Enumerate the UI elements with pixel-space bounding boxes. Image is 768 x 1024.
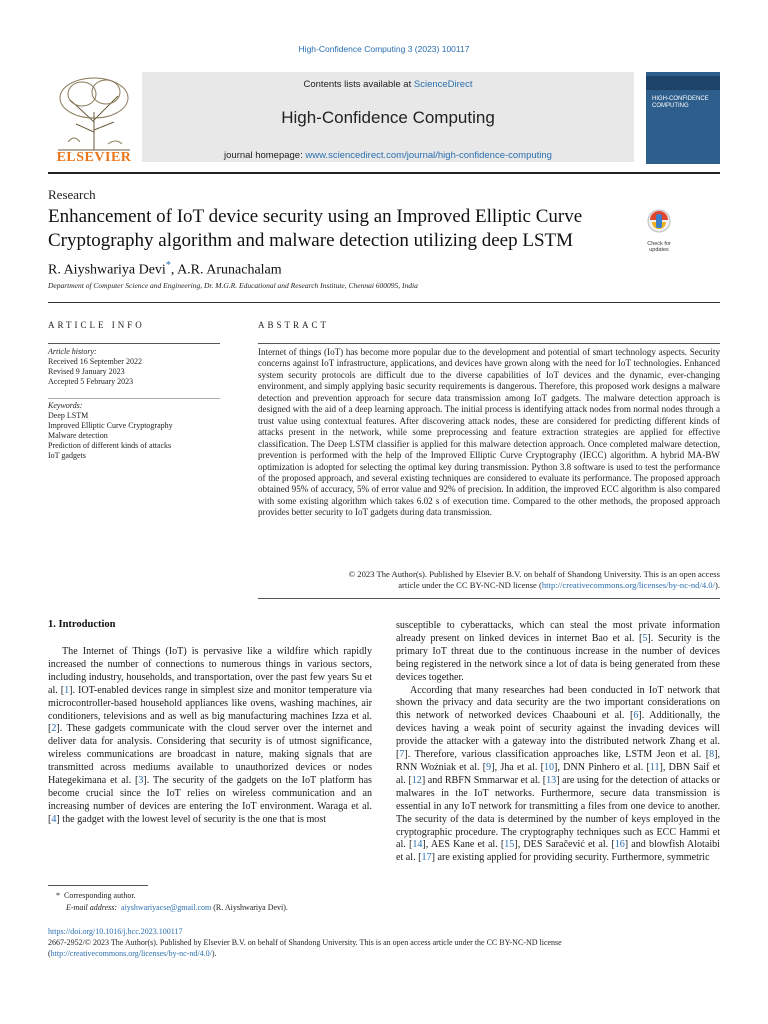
keywords-heading: Keywords: [48, 401, 83, 410]
text-run: ], DBN Saif et al. [ [396, 761, 720, 786]
text-run: ], Jha et al. [ [491, 761, 544, 773]
citation-link[interactable]: 10 [543, 761, 555, 773]
cover-stripe [646, 76, 720, 90]
text-run: ], DNN Pinhero et al. [ [554, 761, 650, 773]
keyword: Malware detection [48, 431, 108, 440]
citation-link[interactable]: 2 [51, 723, 57, 735]
citation-link[interactable]: 16 [614, 839, 625, 851]
doi-link[interactable]: https://doi.org/10.1016/j.hcc.2023.100117 [48, 927, 183, 936]
bottom-info [48, 926, 720, 959]
contents-prefix: Contents lists available at [303, 79, 414, 90]
paren: ). [211, 949, 217, 958]
citation-link[interactable]: 13 [546, 774, 557, 786]
keyword: IoT gadgets [48, 451, 86, 460]
check-for-updates-badge[interactable] [640, 208, 678, 253]
citation-link[interactable]: 8 [709, 749, 715, 761]
citation-link[interactable]: 9 [486, 761, 492, 773]
citation-link[interactable]: 6 [633, 710, 639, 722]
abstract-heading: ABSTRACT [258, 320, 330, 330]
article-info-heading: ARTICLE INFO [48, 320, 145, 330]
footnote-text: Corresponding author. [64, 891, 136, 900]
keyword: Deep LSTM [48, 411, 89, 420]
license-url-link[interactable]: http://creativecommons.org/licenses/by-nc-nd/4.0/ [50, 949, 212, 958]
keyword: Prediction of different kinds of attacks [48, 441, 172, 450]
affiliation: Department of Computer Science and Engineering, Dr. M.G.R. Educational and Research Institute, Chennai 600095, India [48, 281, 418, 290]
paragraph [396, 620, 720, 685]
history-heading: Article history: [48, 347, 97, 356]
header-divider [48, 302, 720, 303]
text-run: ]. The security of the gadgets on the IoT platform has become crucial since the IoT relies on wireless communication and an increasing number of devices are entering the IoT environment. Waraga et al. [ [48, 775, 372, 825]
email-link[interactable]: aiyshwariyacse@gmail.com [121, 903, 212, 912]
citation-link[interactable]: 4 [51, 813, 57, 825]
text-run: susceptible to cyberattacks, which can steal the most private information already present on linked devices in internet Bao et al. [ [396, 620, 720, 644]
introduction-heading: 1. Introduction [48, 619, 116, 630]
journal-homepage-link[interactable]: www.sciencedirect.com/journal/high-confidence-computing [305, 150, 552, 161]
text-run: ]. Security is the primary IoT threat due to the continuous increase in the number of devices being registered in the network since a lot of data is being generated from these devices together. [396, 632, 720, 683]
masthead-banner [142, 72, 634, 162]
paren: ( [48, 949, 51, 958]
citation-link[interactable]: 15 [504, 839, 515, 851]
abstract-text: Internet of things (IoT) has become more popular due to the development and potential of smart technology aspects. Security concerns against IoT infrastructure, applications, and devices have grown along with the need for IoT technologies. Enhanced system security protocols are difficult due to the diverse capabilities of IoT devices and the dynamic, ever-changing environment, and simply applying basic security requirements is dangerous. Therefore, this proposed work designs a malware detection and prevention approach for secure data transmission among IoT gadgets. The malware detection approach is designed with the aid of a deep learning approach. The initial process is identifying attack nodes from normal nodes through a trust value using contextual features. After discovering attack nodes, these are considered for predicting different kinds of attacks present in the network, while some preprocessing and feature extraction strategies are applied for effective classification. The Deep LSTM classifier is applied for this malware detection approach. Once completed malware detection, prevention is performed with the help of the Improved Elliptic Curve Cryptography (IECC) algorithm. A hybrid MA-BW optimization is adopted for selecting the optimal key during transmission. Python 3.8 software is used to test the performance of the proposed approach, and several existing techniques are considered to evaluate its performance. The proposed approach obtained 95% of accuracy, 5% of error value and 92% of precision. In addition, the improved ECC algorithm is also compared with some existing algorithm which takes 6.02 s of execution time. Compared to the other methods, the proposed approach provides better security to IoT gadgets during data transmission. [258, 347, 720, 518]
accepted-date: Accepted 5 February 2023 [48, 377, 134, 386]
publisher-name: ELSEVIER [56, 150, 132, 165]
text-run: ]. Additionally, the devices having a weak point of security against the invading devices will provide the attacker with a gateway into the distributed network Zhang et al. [ [396, 710, 720, 761]
article-info-rule [48, 343, 220, 344]
text-run: ], RNN Woźniak et al. [ [396, 749, 720, 773]
article-title: Enhancement of IoT device security using an Improved Elliptic Curve Cryptography algorithm and malware detection utilizing deep LSTM [48, 206, 583, 251]
keyword: Improved Elliptic Curve Cryptography [48, 421, 173, 430]
text-run: ] and RBFN Smmarwar et al. [ [421, 774, 547, 786]
journal-reference[interactable]: High-Confidence Computing 3 (2023) 100117 [298, 44, 470, 54]
journal-title[interactable]: High-Confidence Computing [281, 108, 495, 127]
footnote-mark: * [56, 891, 60, 900]
text-run: According that many researches had been conducted in IoT network that shown the privacy and data security are the two important considerations on this network of networked devices Chaabouni et al. [ [396, 684, 720, 722]
email-footnote [66, 903, 288, 913]
homepage-line [142, 150, 634, 161]
text-run: ] the gadget with the lowest level of security is the one that is most [56, 813, 327, 825]
copyright-line-suffix: ). [714, 580, 720, 591]
text-run: ] and blowfish Alotaibi et al. [ [396, 839, 720, 864]
paragraph [396, 685, 720, 866]
contents-line [142, 79, 634, 90]
text-run: ], DES Saračević et al. [ [514, 839, 615, 851]
email-label: E-mail address: [66, 903, 118, 912]
tree-icon [48, 72, 140, 152]
journal-cover-thumbnail[interactable] [646, 72, 720, 164]
text-run: ]. IOT-enabled devices range in simplest size and monitor temperature via microcontroller-based household appliances like ovens, washing machines, air conditioners, televisions and as well as big manufacturing machines Izza et al. [ [48, 684, 372, 735]
elsevier-tree-logo[interactable] [48, 72, 140, 164]
text-run: ]. Therefore, various classification approaches like, LSTM Jeon et al. [ [404, 749, 710, 761]
masthead-divider [48, 172, 720, 174]
text-run: ], AES Kane et al. [ [422, 839, 505, 851]
citation-link[interactable]: 1 [64, 684, 70, 696]
author-separator: , [170, 262, 178, 278]
body-column-left [48, 646, 372, 827]
paragraph [48, 646, 372, 827]
received-date: Received 16 September 2022 [48, 357, 142, 366]
citation-link[interactable]: 3 [138, 775, 144, 787]
citation-link[interactable]: 14 [412, 839, 423, 851]
license-statement: 2667-2952/© 2023 The Author(s). Published by Elsevier B.V. on behalf of Shandong University. This is an open access article under the CC BY-NC-ND license [48, 938, 562, 947]
body-column-right [396, 620, 720, 865]
citation-link[interactable]: 11 [649, 761, 660, 773]
section-label: Research [48, 187, 96, 202]
text-run: ] are using for the detection of attacks or malwares in the IoT networks. Furthermore, secure data transmission is essential in any IoT network for transmitting a files from one device to another. The security of the data is determined by the number of keys employed in the cryptographic procedure. The cryptography techniques such as ECC Hammi et al. [ [396, 774, 720, 851]
article-info-subrule [48, 398, 220, 399]
text-run: The Internet of Things (IoT) is pervasive like a wildfire which rapidly increased the number of connections to numerous things in various sectors, including industry, households, and transportation, over the past few years Su et al. [ [48, 646, 372, 696]
author-name[interactable]: R. Aiyshwariya Devi [48, 262, 166, 278]
abstract-rule [258, 343, 720, 344]
text-run: ]. These gadgets communicate with the cloud server over the internet and deliver data for analysis. Considering that security is of utmost significance, wireless communications are broadcast in nature, making signals that are transmitted across mediums available to unauthorized devices or nodes Hategekimana et al. [ [48, 723, 372, 787]
copyright-notice [258, 569, 720, 592]
masthead [48, 72, 720, 164]
corresponding-author-mark[interactable]: * [165, 260, 171, 271]
keywords-block [48, 401, 220, 461]
cover-label: HIGH-CONFIDENCE COMPUTING [652, 96, 709, 109]
citation-link[interactable]: 5 [642, 632, 648, 644]
revised-date: Revised 9 January 2023 [48, 367, 125, 376]
corresponding-footnote [56, 891, 136, 901]
citation-link[interactable]: 17 [421, 852, 432, 864]
citation-link[interactable]: 7 [399, 749, 405, 761]
check-for-updates-label: Check for updates [647, 241, 671, 253]
citation-link[interactable]: 12 [411, 774, 422, 786]
article-history [48, 347, 220, 387]
abstract-bottom-rule [258, 598, 720, 599]
author-list [48, 260, 282, 279]
author-name[interactable]: A.R. Arunachalam [177, 262, 282, 278]
license-link[interactable]: http://creativecommons.org/licenses/by-nc-nd/4.0/ [541, 580, 715, 591]
homepage-prefix: journal homepage: [224, 150, 306, 161]
text-run: ] are existing applied for providing security. Furthermore, symmetric [431, 852, 710, 864]
footnote-rule [48, 885, 148, 886]
sciencedirect-link[interactable]: ScienceDirect [413, 79, 473, 90]
copyright-line-prefix: article under the CC BY-NC-ND license ( [398, 580, 542, 591]
copyright-line: © 2023 The Author(s). Published by Elsevier B.V. on behalf of Shandong University. This is an open access [348, 569, 720, 579]
email-owner: (R. Aiyshwariya Devi). [213, 903, 288, 912]
